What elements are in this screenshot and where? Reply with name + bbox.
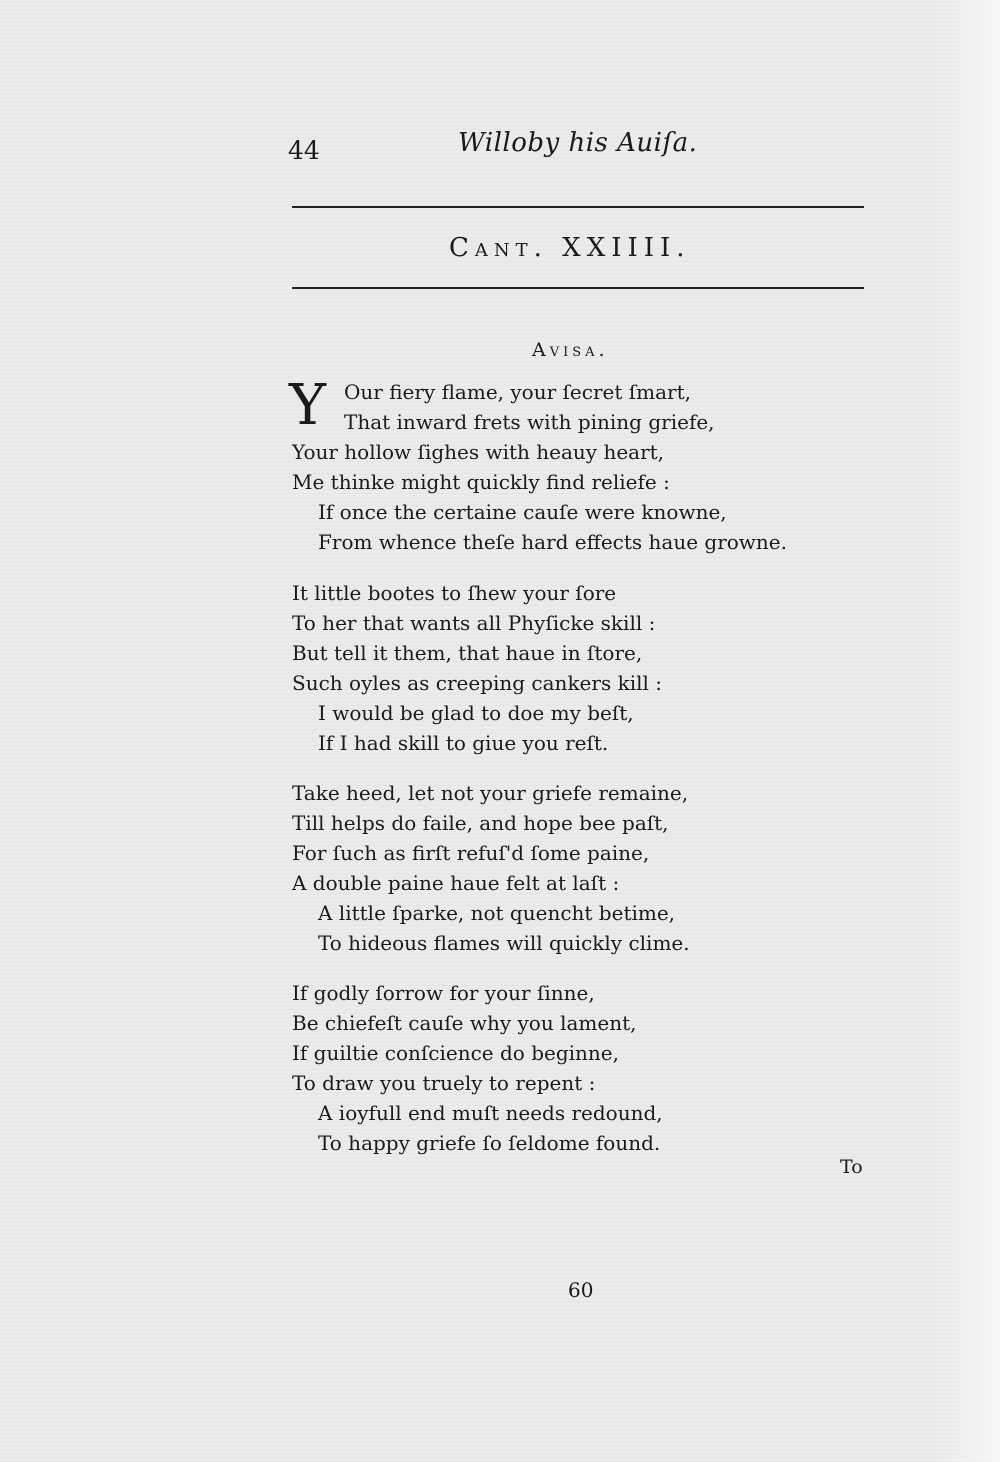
verse-line: Your hollow ſighes with heauy heart,	[292, 440, 665, 464]
verse-line: If godly ſorrow for your ſinne,	[292, 981, 595, 1005]
verse-line: For ſuch as firſt refuſ'd ſome paine,	[292, 841, 650, 865]
verse-line: A little ſparke, not quencht betime,	[318, 901, 676, 925]
bottom-rule	[292, 287, 864, 289]
verse-line: A ioyfull end muſt needs redound,	[318, 1101, 663, 1125]
verse-line: I would be glad to doe my beſt,	[318, 701, 634, 725]
verse-line: To her that wants all Phyſicke skill :	[292, 611, 656, 635]
stanza-3	[292, 778, 690, 958]
page-edge-shadow	[930, 0, 1000, 1462]
stanza-1	[292, 377, 787, 557]
verse-line: From whence theſe hard effects haue growne.	[318, 530, 788, 554]
verse-line: To draw you truely to repent :	[292, 1071, 596, 1095]
folio-number: 60	[568, 1278, 594, 1302]
top-rule	[292, 206, 864, 208]
verse-line: If once the certaine cauſe were knowne,	[318, 500, 727, 524]
verse-line: But tell it them, that haue in ſtore,	[292, 641, 643, 665]
running-title: Willoby his Auiſa.	[458, 128, 698, 158]
verse-line: To happy griefe ſo ſeldome found.	[318, 1131, 661, 1155]
verse-line: To hideous flames will quickly clime.	[318, 931, 690, 955]
verse-line: Take heed, let not your griefe remaine,	[292, 781, 689, 805]
verse-line: Till helps do faile, and hope bee paſt,	[292, 811, 669, 835]
verse-line: Be chiefeſt cauſe why you lament,	[292, 1011, 637, 1035]
stanza-2	[292, 578, 662, 758]
verse-line: Such oyles as creeping cankers kill :	[292, 671, 662, 695]
verse-line: That inward frets with pining griefe,	[344, 410, 715, 434]
verse-line: A double paine haue felt at laſt :	[292, 871, 620, 895]
speaker-heading: Avisa.	[532, 339, 609, 361]
drop-capital: Y	[289, 373, 326, 438]
verse-line: If I had skill to giue you reſt.	[318, 731, 609, 755]
catchword: To	[840, 1156, 863, 1178]
verse-line: If guiltie conſcience do beginne,	[292, 1041, 619, 1065]
verse-line: Our fiery flame, your ſecret ſmart,	[344, 380, 691, 404]
page-number: 44	[288, 136, 320, 165]
canto-heading: Cant. XXIIII.	[449, 233, 691, 263]
verse-line: Me thinke might quickly find reliefe :	[292, 470, 670, 494]
stanza-4	[292, 978, 663, 1158]
verse-line: It little bootes to ſhew your ſore	[292, 581, 617, 605]
